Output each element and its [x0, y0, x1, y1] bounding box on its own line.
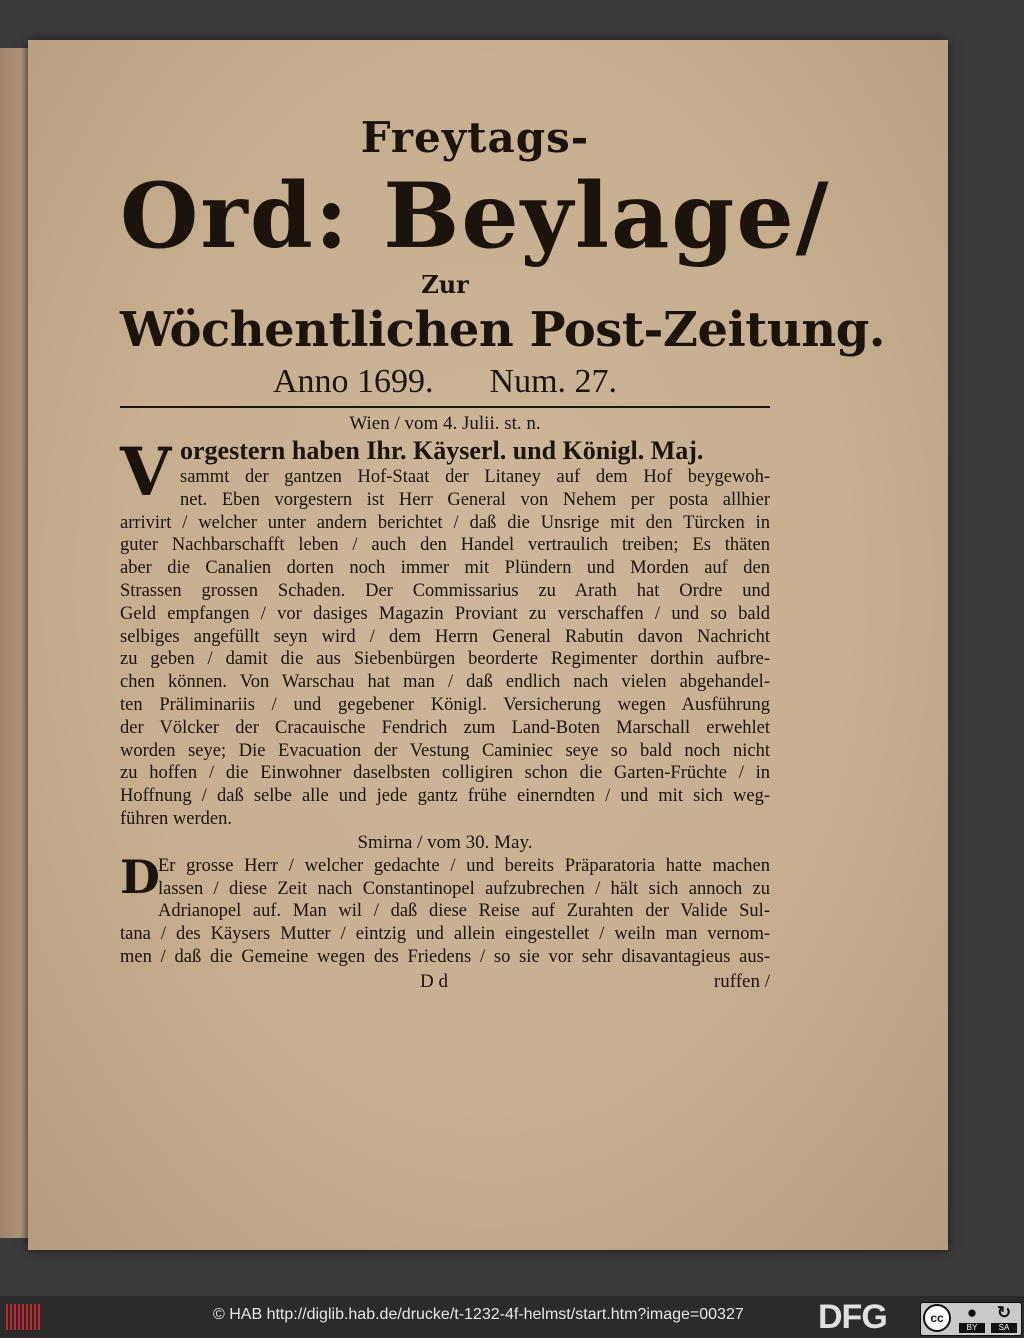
text-line: Er grosse Herr / welcher gedachte / und bereits Präparatoria hatte machen	[158, 855, 770, 876]
cc-license-badge[interactable]	[920, 1302, 1022, 1336]
text-line: Adrianopel auf. Man wil / daß diese Reise auf Zurahten der Valide Sul-	[158, 901, 770, 922]
by-attribution-icon: ● BY	[957, 1303, 987, 1335]
text-line: chen können. Von Warschau hat man / daß endlich nach vielen abgehandel-	[120, 672, 770, 693]
cc-icon: cc	[923, 1304, 951, 1332]
page-content	[120, 112, 885, 994]
lead-line: orgestern haben Ihr. Käyserl. und Königl. Maj.	[180, 436, 704, 465]
sa-sharealike-icon: ↻ SA	[989, 1303, 1019, 1335]
dropcap-v: V	[120, 433, 172, 511]
text-line: sammt der gantzen Hof-Staat der Litaney auf dem Hof beygewoh-	[180, 467, 770, 487]
text-line: men / daß die Gemeine wegen des Friedens / so sie vor sehr disavantagieus aus-	[120, 946, 770, 967]
title-line-4: Wöchentlichen Post-Zeitung.	[120, 302, 885, 358]
signature-mark: D d	[420, 970, 448, 992]
catchword: ruffen /	[713, 970, 770, 992]
copyright-link[interactable]: © HAB http://diglib.hab.de/drucke/t-1232-4f-helmst/start.htm?image=00327	[213, 1306, 744, 1323]
text-line: führen werden.	[120, 808, 232, 829]
newspaper-page	[28, 40, 948, 1250]
text-line: zu geben / damit die aus Siebenbürgen beorderte Regimenter dorthin aufbre-	[120, 649, 770, 670]
text-line: ten Präliminariis / und gegebener Königl. Versicherung wegen Ausführung	[120, 694, 770, 715]
article-wien-body	[120, 466, 770, 831]
text-line: guter Nachbarschafft leben / auch den Handel vertraulich treiben; Es thäten	[120, 535, 770, 556]
page-footer-row	[120, 970, 770, 994]
text-line: aber die Canalien dorten noch immer mit Plündern und Morden auf den	[120, 558, 770, 579]
text-line: lassen / diese Zeit nach Constantinopel aufzubrechen / hält sich annoch zu	[158, 878, 770, 899]
hab-logo-icon	[6, 1304, 40, 1330]
anno: Anno 1699.	[272, 363, 434, 400]
issue-number: Num. 27.	[489, 363, 618, 400]
dfg-logo: DFG	[818, 1298, 887, 1336]
header-rule	[120, 406, 770, 408]
text-line: der Völcker der Cracauische Fendrich zum Land-Boten Marschall erwehlet	[120, 717, 770, 738]
dropcap-d: D	[120, 849, 160, 904]
text-line: selbiges angefüllt seyn wird / dem Herrn General Rabutin davon Nachricht	[120, 626, 770, 647]
text-line: Geld empfangen / vor dasiges Magazin Proviant zu verschaffen / und so bald	[120, 603, 770, 624]
text-line: worden seye; Die Evacuation der Vestung Caminiec seye so bald noch nicht	[120, 740, 770, 761]
text-line: Strassen grossen Schaden. Der Commissarius zu Arath hat Ordre und	[120, 580, 770, 601]
article-wien	[120, 433, 770, 831]
article-smirna-body	[120, 849, 770, 969]
previous-page-edge	[0, 48, 30, 1238]
article-smirna	[120, 849, 770, 969]
title-line-2: Ord: Beylage/	[120, 163, 831, 269]
text-line: arrivirt / welcher unter andern berichtet / daß die Unsrige mit den Türcken in	[120, 512, 770, 533]
title-line-3: Zur	[421, 270, 469, 299]
text-line: zu hoffen / die Einwohner daselbsten colligiren schon die Garten-Früchte / in	[120, 763, 770, 784]
text-line: net. Eben vorgestern ist Herr General von Nehem per posta allhier	[180, 489, 770, 510]
title-line-1: Freytags-	[360, 113, 590, 162]
text-line: Hoffnung / daß selbe alle und jede gantz frühe einerndten / und mit sich weg-	[120, 786, 770, 807]
text-line: tana / des Käysers Mutter / eintzig und allein eingestellet / weiln man vernom-	[120, 924, 770, 945]
dateline-wien: Wien / vom 4. Julii. st. n.	[349, 413, 541, 434]
attribution-bar	[0, 1296, 1024, 1338]
dateline-smirna: Smirna / vom 30. May.	[357, 831, 533, 853]
issue-line	[120, 362, 770, 402]
